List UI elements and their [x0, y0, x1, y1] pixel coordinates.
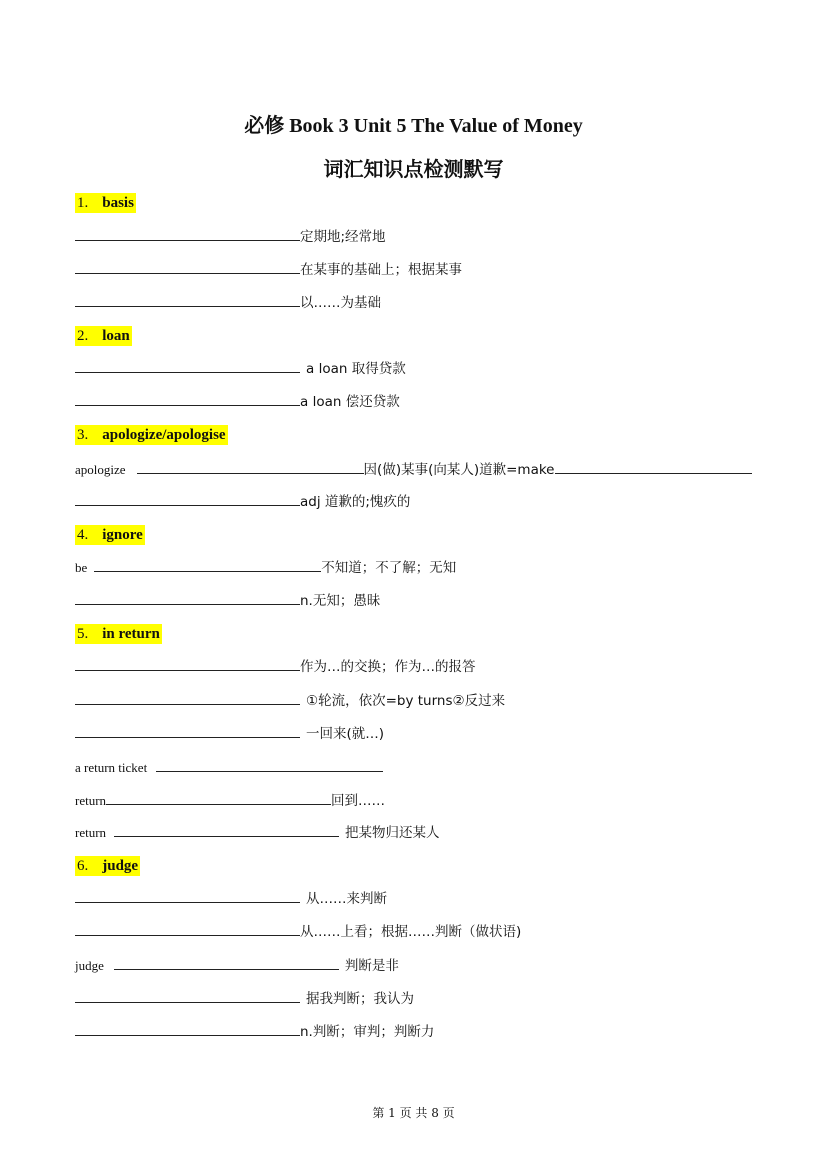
- exercise-line: [75, 259, 462, 279]
- fill-blank[interactable]: [75, 391, 300, 406]
- fill-blank[interactable]: [156, 757, 383, 772]
- section-word: apologize/apologise: [102, 427, 226, 443]
- hint-text: 不知道；不了解；无知: [321, 560, 457, 576]
- hint-text: 从……上看；根据……判断（做状语): [300, 924, 522, 940]
- exercise-line: [75, 590, 380, 610]
- fill-blank[interactable]: [75, 259, 300, 274]
- fill-blank[interactable]: [555, 459, 752, 474]
- hint-text: ①轮流，依次=by turns②反过来: [306, 693, 506, 709]
- exercise-line: [75, 491, 410, 511]
- section-word: judge: [102, 858, 139, 874]
- section-number: 6.: [77, 858, 89, 874]
- exercise-line: [75, 723, 384, 743]
- fill-blank[interactable]: [75, 1021, 300, 1036]
- hint-text: 定期地;经常地: [300, 229, 386, 245]
- hint-text: adj 道歉的;愧疚的: [300, 494, 411, 510]
- exercise-line: [75, 822, 440, 842]
- highlight: [75, 326, 132, 346]
- section-word: ignore: [102, 527, 143, 543]
- highlight: [75, 624, 162, 644]
- highlight: [75, 193, 136, 213]
- prefix-text: apologize: [75, 462, 126, 477]
- document-title: 必修 Book 3 Unit 5 The Value of Money: [244, 115, 583, 137]
- exercise-line: [75, 292, 381, 312]
- section-number: 4.: [77, 527, 89, 543]
- highlight: [75, 525, 145, 545]
- fill-blank[interactable]: [75, 226, 300, 241]
- section-word: basis: [102, 195, 134, 211]
- hint-text: n.判断；审判；判断力: [300, 1024, 435, 1040]
- exercise-line: [75, 757, 383, 777]
- fill-blank[interactable]: [106, 790, 331, 805]
- fill-blank[interactable]: [114, 822, 339, 837]
- fill-blank[interactable]: [75, 292, 300, 307]
- section-number: 3.: [77, 427, 89, 443]
- exercise-line: [75, 955, 399, 975]
- prefix-text: judge: [75, 958, 104, 973]
- fill-blank[interactable]: [75, 491, 300, 506]
- exercise-line: [75, 391, 400, 411]
- fill-blank[interactable]: [75, 690, 300, 705]
- highlight: [75, 425, 228, 445]
- hint-text: a loan 偿还贷款: [300, 394, 400, 410]
- exercise-line: [75, 690, 505, 710]
- fill-blank[interactable]: [94, 557, 321, 572]
- exercise-line: [75, 921, 521, 941]
- fill-blank[interactable]: [137, 459, 364, 474]
- prefix-text: be: [75, 560, 88, 575]
- fill-blank[interactable]: [75, 590, 300, 605]
- section-heading-in-return: [75, 624, 162, 644]
- hint-text: 因(做)某事(向某人)道歉=make: [363, 462, 555, 478]
- highlight: [75, 856, 140, 876]
- section-word: in return: [102, 626, 160, 642]
- fill-blank[interactable]: [114, 955, 339, 970]
- hint-text: 把某物归还某人: [345, 825, 440, 841]
- hint-text: 以……为基础: [300, 295, 381, 311]
- fill-blank[interactable]: [75, 921, 300, 936]
- exercise-line: [75, 790, 385, 810]
- page-footer: 第 1 页 共 8 页: [372, 1106, 455, 1120]
- hint-text: 从……来判断: [306, 891, 387, 907]
- hint-text: 作为…的交换；作为…的报答: [300, 659, 476, 675]
- hint-text: 在某事的基础上；根据某事: [300, 262, 462, 278]
- exercise-line: [75, 656, 476, 676]
- exercise-line: [75, 888, 387, 908]
- hint-text: 回到……: [331, 793, 386, 809]
- hint-text: 一回来(就…): [306, 726, 385, 742]
- section-number: 5.: [77, 626, 89, 642]
- exercise-line: [75, 988, 414, 1008]
- fill-blank[interactable]: [75, 723, 300, 738]
- hint-text: 据我判断；我认为: [306, 991, 414, 1007]
- prefix-text: return: [75, 793, 107, 808]
- exercise-line: [75, 1021, 434, 1041]
- section-heading-loan: [75, 326, 132, 346]
- exercise-line: [75, 557, 456, 577]
- document-subtitle: 词汇知识点检测默写: [323, 159, 504, 181]
- section-number: 1.: [77, 195, 89, 211]
- section-number: 2.: [77, 328, 89, 344]
- section-heading-basis: [75, 193, 136, 213]
- hint-text: a loan 取得贷款: [306, 361, 406, 377]
- prefix-text: a return ticket: [75, 760, 148, 775]
- section-word: loan: [102, 328, 130, 344]
- section-heading-apologize: [75, 425, 228, 445]
- fill-blank[interactable]: [75, 988, 300, 1003]
- prefix-text: return: [75, 825, 107, 840]
- fill-blank[interactable]: [75, 656, 300, 671]
- fill-blank[interactable]: [75, 888, 300, 903]
- section-heading-judge: [75, 856, 140, 876]
- hint-text: 判断是非: [344, 958, 399, 974]
- exercise-line: [75, 358, 406, 378]
- exercise-line: [75, 226, 386, 246]
- hint-text: n.无知；愚昧: [300, 593, 381, 609]
- section-heading-ignore: [75, 525, 145, 545]
- fill-blank[interactable]: [75, 358, 300, 373]
- exercise-line: [75, 459, 752, 479]
